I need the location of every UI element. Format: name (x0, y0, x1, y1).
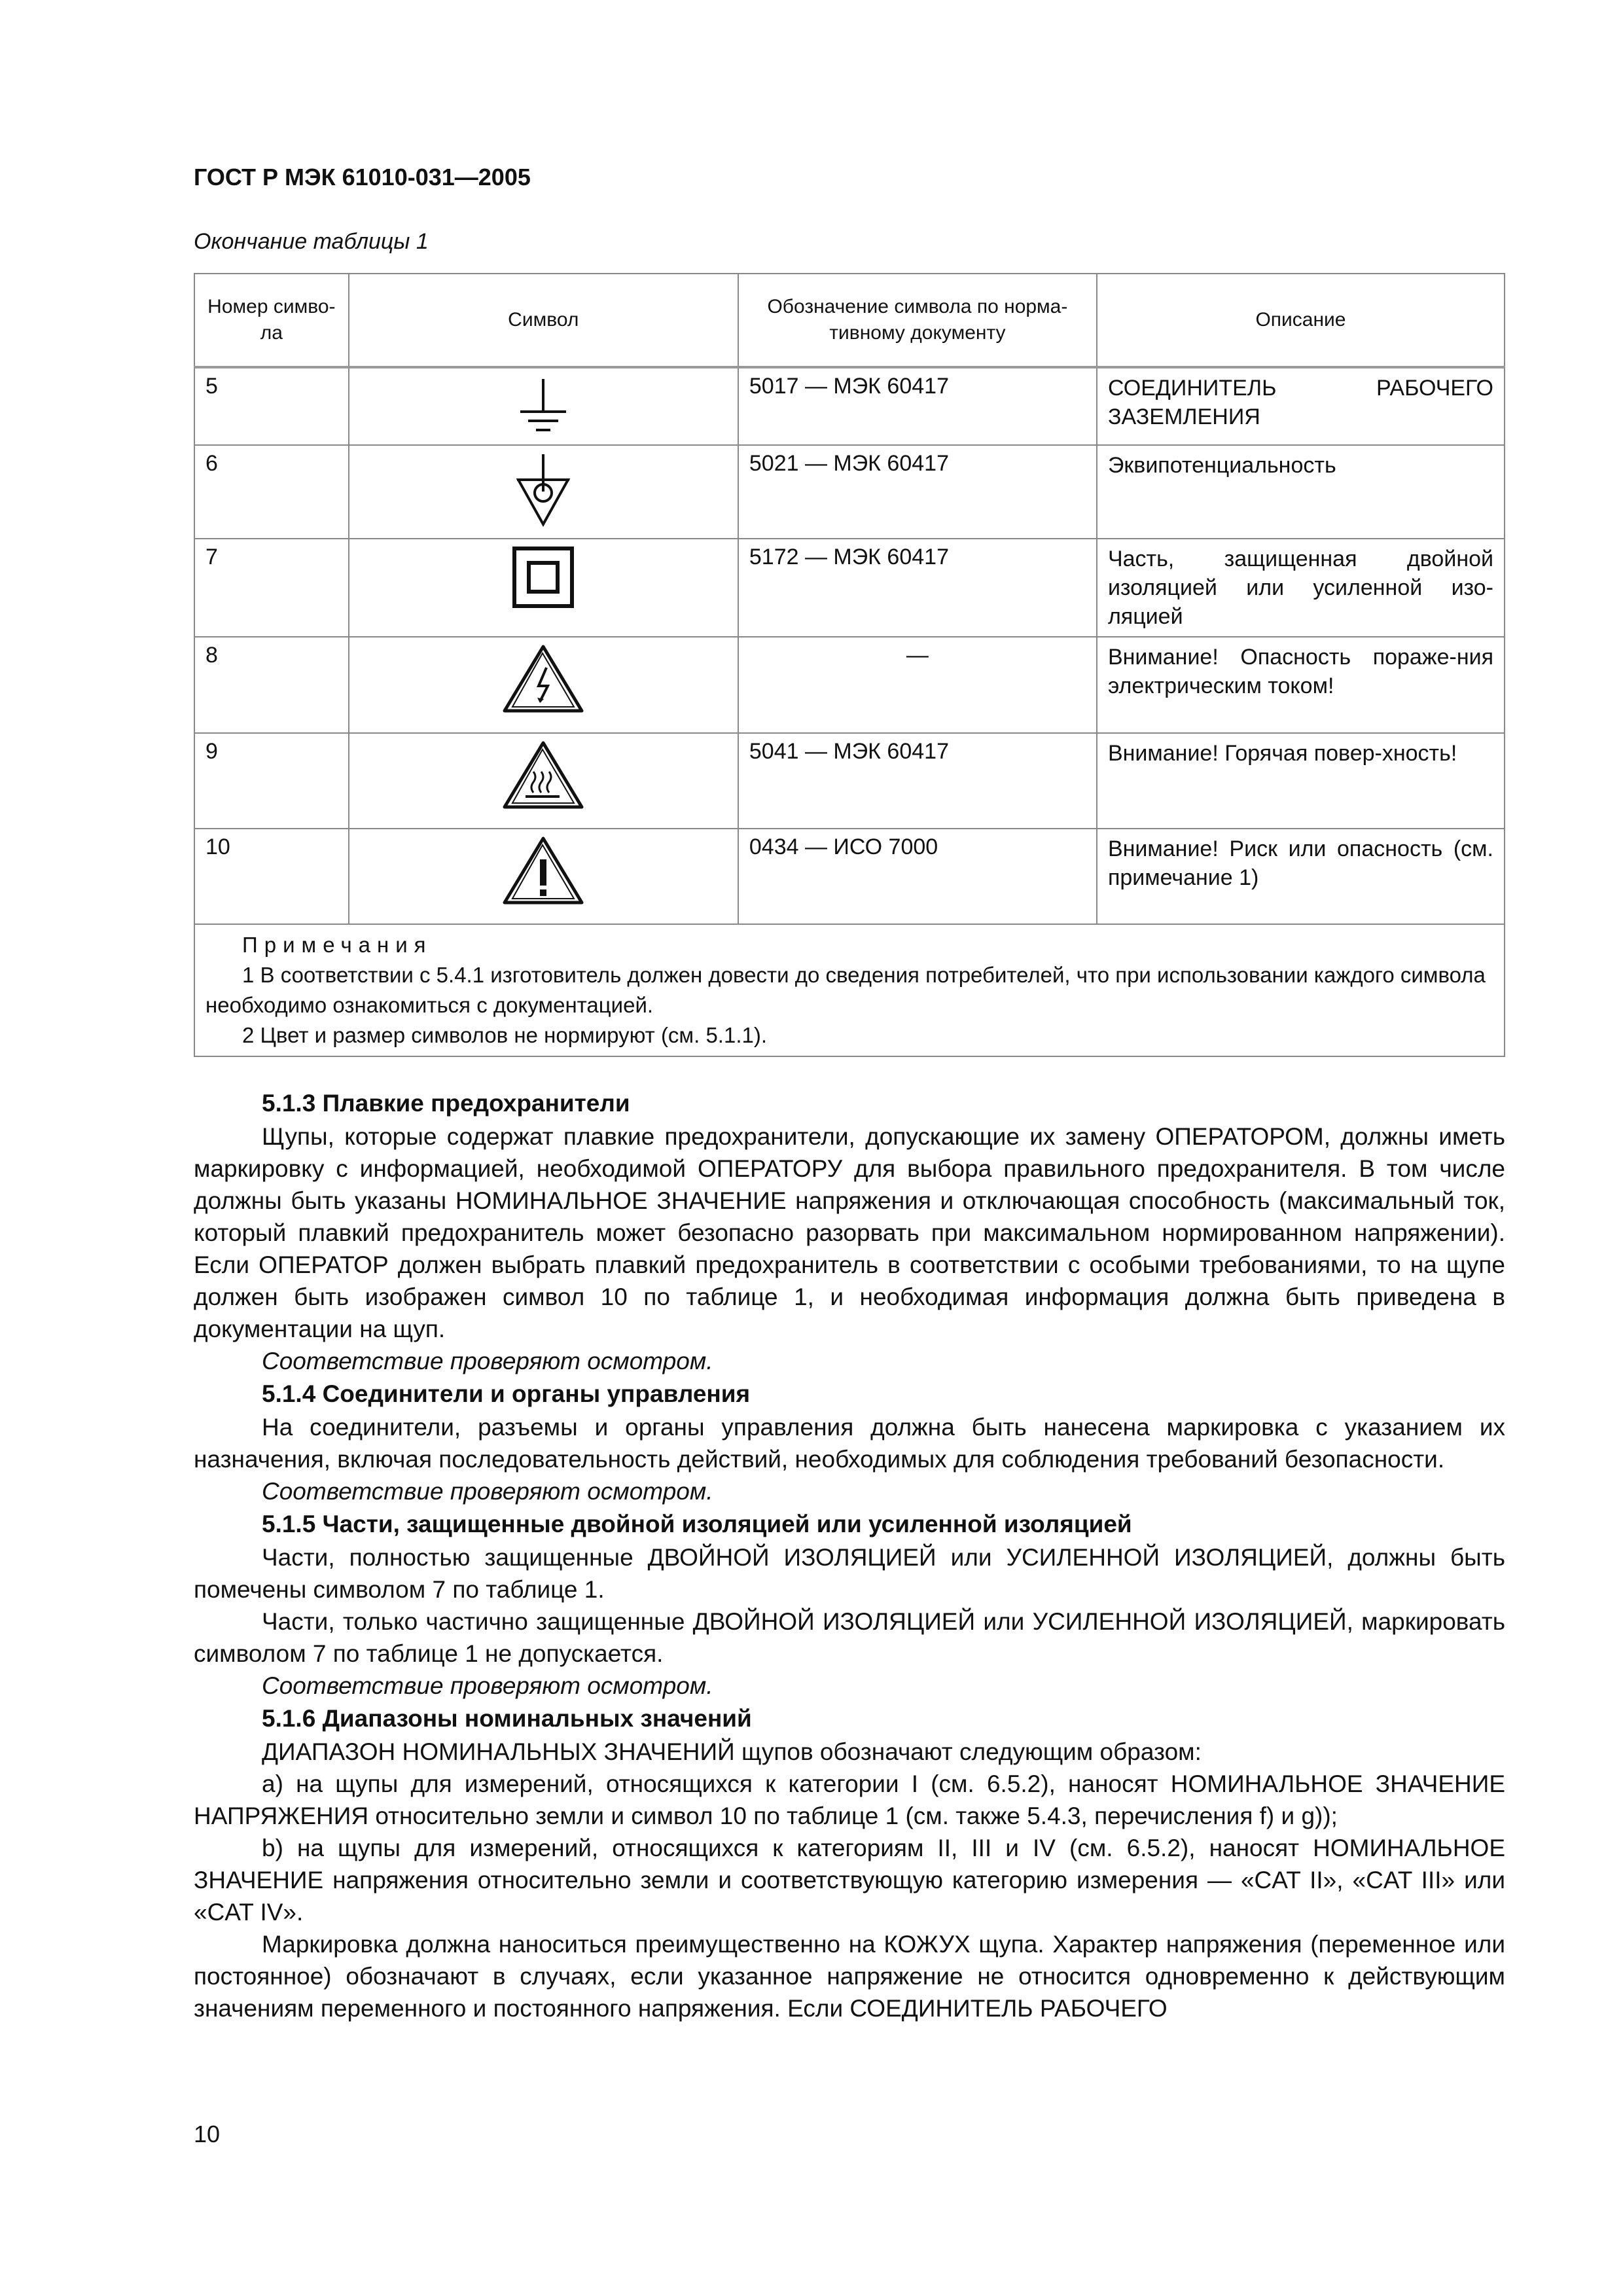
column-header-description: Описание (1097, 274, 1505, 367)
table-notes-row (194, 924, 1505, 1056)
double-insulation-icon (510, 545, 576, 610)
compliance-check: Соответствие проверяют осмотром. (262, 1348, 713, 1374)
compliance-check: Соответствие проверяют осмотром. (262, 1478, 713, 1505)
note-1: 1 В соответствии с 5.4.1 изготовитель должен довести до сведения потребителей, что при использовании каждого символа необходимо ознакомиться с документацией. (205, 963, 1486, 1017)
electric-shock-warning-icon (501, 643, 586, 715)
symbol-reference: — (738, 637, 1097, 733)
column-header-number: Номер симво-ла (194, 274, 349, 367)
symbol-description: Внимание! Горячая повер-хность! (1097, 733, 1505, 829)
table-row (194, 445, 1505, 539)
list-item: a) на щупы для измерений, относящихся к категории I (см. 6.5.2), наносят НОМИНАЛЬНОЕ ЗНАЧЕНИЕ НАПРЯЖЕНИЯ относительно земли и символ 10 по таблице 1 (см. также 5.4.3, перечисления f) и g)); (194, 1770, 1506, 1829)
section-title: 5.1.6 Диапазоны номинальных значений (262, 1705, 752, 1732)
table-header-row (194, 274, 1505, 367)
table-row (194, 367, 1505, 445)
list-item: b) на щупы для измерений, относящихся к категориям II, III и IV (см. 6.5.2), наносят НОМИНАЛЬНОЕ ЗНАЧЕНИЕ напряжения относительно земли и соответствующую категорию измерения — «CAT II», «CAT III» или «CAT IV». (194, 1835, 1505, 1926)
row-number: 6 (194, 445, 349, 539)
functional-earth-icon (514, 374, 573, 439)
symbol-description: Часть, защищенная двойной изоляцией или усиленной изо-ляцией (1097, 539, 1505, 637)
document-body (194, 1086, 1505, 2024)
document-header: ГОСТ Р МЭК 61010-031—2005 (194, 164, 531, 190)
paragraph: Части, только частично защищенные ДВОЙНОЙ ИЗОЛЯЦИЕЙ или УСИЛЕННОЙ ИЗОЛЯЦИЕЙ, маркировать символом 7 по таблице 1 не допускается. (194, 1608, 1505, 1667)
note-2: 2 Цвет и размер символов не нормируют (см. 5.1.1). (242, 1023, 768, 1047)
notes-title: Примечания (242, 933, 433, 957)
row-number: 7 (194, 539, 349, 637)
symbol-description: Внимание! Риск или опасность (см. примечание 1) (1097, 829, 1505, 924)
compliance-check: Соответствие проверяют осмотром. (262, 1672, 713, 1699)
table-caption: Окончание таблицы 1 (194, 229, 429, 254)
row-number: 8 (194, 637, 349, 733)
symbol-reference: 0434 — ИСО 7000 (738, 829, 1097, 924)
row-number: 9 (194, 733, 349, 829)
column-header-reference: Обозначение символа по норма-тивному документу (738, 274, 1097, 367)
equipotential-icon (510, 451, 576, 529)
section-title: 5.1.4 Соединители и органы управления (262, 1380, 751, 1407)
section-title: 5.1.5 Части, защищенные двойной изоляцией или усиленной изоляцией (262, 1511, 1132, 1537)
symbol-reference: 5041 — МЭК 60417 (738, 733, 1097, 829)
paragraph: Щупы, которые содержат плавкие предохранители, допускающие их замену ОПЕРАТОРОМ, должны иметь маркировку с информацией, необходимой ОПЕРАТОРУ для выбора правильного предохранителя. В том числе должны быть указаны НОМИНАЛЬНОЕ ЗНАЧЕНИЕ напряжения и отключающая способность (максимальный ток, который плавкий предохранитель может безопасно разорвать при максимальном нормированном напряжении). Если ОПЕРАТОР должен выбрать плавкий предохранитель в соответствии с особыми требованиями, то на щупе должен быть изображен символ 10 по таблице 1, и необходимая информация должна быть приведена в документации на щуп. (194, 1123, 1505, 1342)
row-number: 10 (194, 829, 349, 924)
caution-warning-icon (501, 834, 586, 906)
symbol-reference: 5021 — МЭК 60417 (738, 445, 1097, 539)
hot-surface-warning-icon (501, 739, 586, 811)
page-number: 10 (194, 2121, 221, 2147)
symbols-table (194, 273, 1505, 1057)
section-title: 5.1.3 Плавкие предохранители (262, 1090, 630, 1117)
paragraph: Маркировка должна наноситься преимущественно на КОЖУХ щупа. Характер напряжения (переменное или постоянное) обозначают в случаях, если указанное напряжение не относится одновременно к действующим значениям переменного и постоянного напряжения. Если СОЕДИНИТЕЛЬ РАБОЧЕГО (194, 1931, 1505, 2022)
paragraph: На соединители, разъемы и органы управления должна быть нанесена маркировка с указанием их назначения, включая последовательность действий, необходимых для соблюдения требований безопасности. (194, 1414, 1505, 1473)
symbol-description: Внимание! Опасность пораже-ния электрическим током! (1097, 637, 1505, 733)
symbol-reference: 5172 — МЭК 60417 (738, 539, 1097, 637)
paragraph: ДИАПАЗОН НОМИНАЛЬНЫХ ЗНАЧЕНИЙ щупов обозначают следующим образом: (262, 1738, 1202, 1765)
symbol-description: Эквипотенциальность (1097, 445, 1505, 539)
paragraph: Части, полностью защищенные ДВОЙНОЙ ИЗОЛЯЦИЕЙ или УСИЛЕННОЙ ИЗОЛЯЦИЕЙ, должны быть помечены символом 7 по таблице 1. (194, 1544, 1505, 1603)
row-number: 5 (194, 367, 349, 445)
table-row (194, 829, 1505, 924)
symbol-description: СОЕДИНИТЕЛЬ РАБОЧЕГО ЗАЗЕМЛЕНИЯ (1097, 367, 1505, 445)
table-row (194, 539, 1505, 637)
column-header-symbol: Символ (349, 274, 738, 367)
table-row (194, 637, 1505, 733)
symbol-reference: 5017 — МЭК 60417 (738, 367, 1097, 445)
table-row (194, 733, 1505, 829)
